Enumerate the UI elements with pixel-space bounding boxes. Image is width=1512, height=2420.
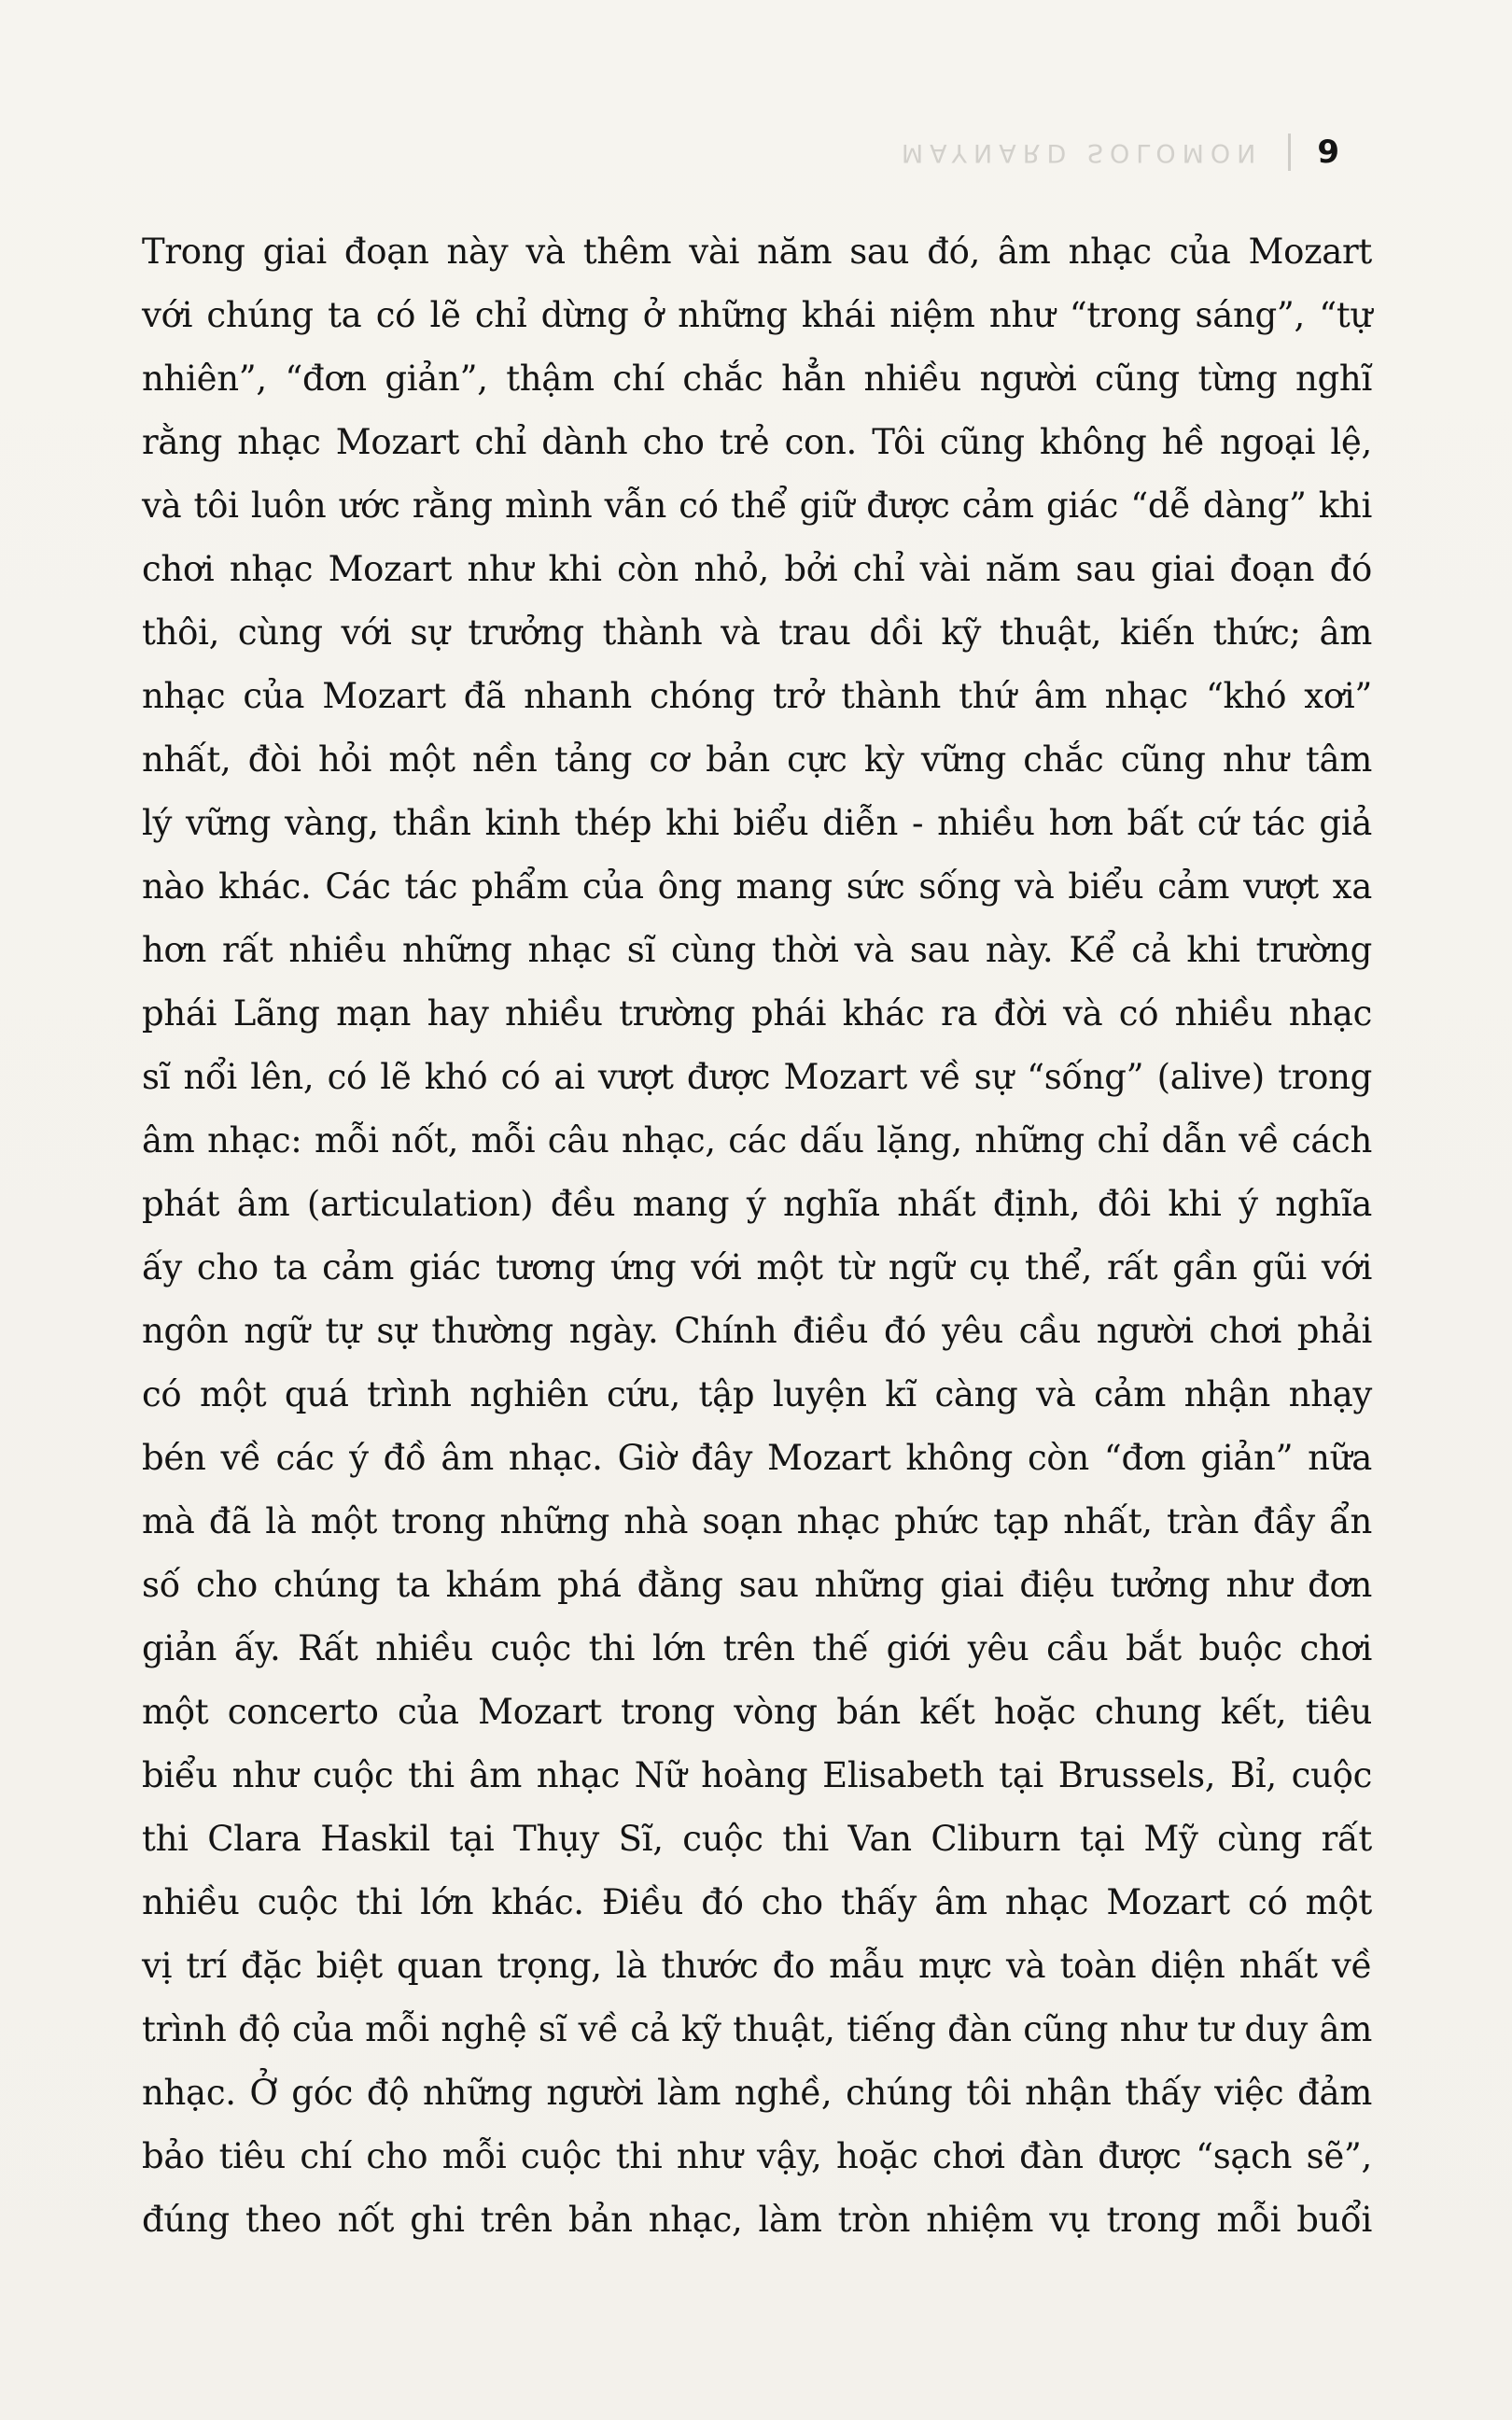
text-line: và tôi luôn ước rằng mình vẫn có thể giữ được cảm giác “dễ dàng” khi [142,485,1372,526]
text-line: Trong giai đoạn này và thêm vài năm sau đó, âm nhạc của Mozart [142,232,1372,272]
text-line: thôi, cùng với sự trưởng thành và trau dồi kỹ thuật, kiến thức; âm [142,612,1372,653]
text-line: có một quá trình nghiên cứu, tập luyện kĩ càng và cảm nhận nhạy [142,1374,1372,1414]
text-line: bén về các ý đồ âm nhạc. Giờ đây Mozart không còn “đơn giản” nữa [142,1438,1372,1478]
text-line: lý vững vàng, thần kinh thép khi biểu diễn - nhiều hơn bất cứ tác giả [142,803,1372,843]
text-line: với chúng ta có lẽ chỉ dừng ở những khái niệm như “trong sáng”, “tự [142,295,1372,335]
text-line: nhiên”, “đơn giản”, thậm chí chắc hẳn nhiều người cũng từng nghĩ [142,359,1372,399]
text-line: trình độ của mỗi nghệ sĩ về cả kỹ thuật, tiếng đàn cũng như tư duy âm [142,2009,1372,2049]
text-line: biểu như cuộc thi âm nhạc Nữ hoàng Elisabeth tại Brussels, Bỉ, cuộc [142,1755,1372,1795]
header-divider [1288,134,1291,171]
running-header-author: MAYNARD SOLOMON [901,137,1263,167]
body-paragraph [142,220,1372,2252]
text-line: nhạc của Mozart đã nhanh chóng trở thành thứ âm nhạc “khó xơi” [142,676,1372,716]
text-line: chơi nhạc Mozart như khi còn nhỏ, bởi chỉ vài năm sau giai đoạn đó [142,549,1372,589]
text-line: sĩ nổi lên, có lẽ khó có ai vượt được Mozart về sự “sống” (alive) trong [142,1057,1372,1097]
text-line: đúng theo nốt ghi trên bản nhạc, làm tròn nhiệm vụ trong mỗi buổi [142,2200,1372,2240]
text-line: thi Clara Haskil tại Thụy Sĩ, cuộc thi Van Cliburn tại Mỹ cùng rất [142,1819,1372,1859]
text-line: vị trí đặc biệt quan trọng, là thước đo mẫu mực và toàn diện nhất về [142,1946,1372,1986]
page-number: 9 [1317,134,1339,171]
text-line: âm nhạc: mỗi nốt, mỗi câu nhạc, các dấu lặng, những chỉ dẫn về cách [142,1120,1372,1161]
text-line: nhạc. Ở góc độ những người làm nghề, chúng tôi nhận thấy việc đảm [142,2073,1372,2113]
text-line: mà đã là một trong những nhà soạn nhạc phức tạp nhất, tràn đầy ẩn [142,1501,1372,1541]
text-line: rằng nhạc Mozart chỉ dành cho trẻ con. Tôi cũng không hề ngoại lệ, [142,422,1372,462]
text-line: nhiều cuộc thi lớn khác. Điều đó cho thấy âm nhạc Mozart có một [142,1882,1372,1922]
text-line: phái Lãng mạn hay nhiều trường phái khác ra đời và có nhiều nhạc [142,993,1372,1034]
text-line: nhất, đòi hỏi một nền tảng cơ bản cực kỳ vững chắc cũng như tâm [142,739,1372,780]
text-line: nào khác. Các tác phẩm của ông mang sức sống và biểu cảm vượt xa [142,866,1372,907]
text-line: số cho chúng ta khám phá đằng sau những giai điệu tưởng như đơn [142,1565,1372,1605]
running-header [902,129,1339,176]
text-line: phát âm (articulation) đều mang ý nghĩa nhất định, đôi khi ý nghĩa [142,1184,1372,1224]
text-line: hơn rất nhiều những nhạc sĩ cùng thời và sau này. Kể cả khi trường [142,930,1372,970]
text-line: bảo tiêu chí cho mỗi cuộc thi như vậy, hoặc chơi đàn được “sạch sẽ”, [142,2136,1372,2176]
text-line: một concerto của Mozart trong vòng bán kết hoặc chung kết, tiêu [142,1692,1372,1732]
text-line: ngôn ngữ tự sự thường ngày. Chính điều đó yêu cầu người chơi phải [142,1311,1372,1351]
text-line: ấy cho ta cảm giác tương ứng với một từ ngữ cụ thể, rất gần gũi với [142,1247,1372,1287]
text-line: giản ấy. Rất nhiều cuộc thi lớn trên thế giới yêu cầu bắt buộc chơi [142,1628,1372,1668]
